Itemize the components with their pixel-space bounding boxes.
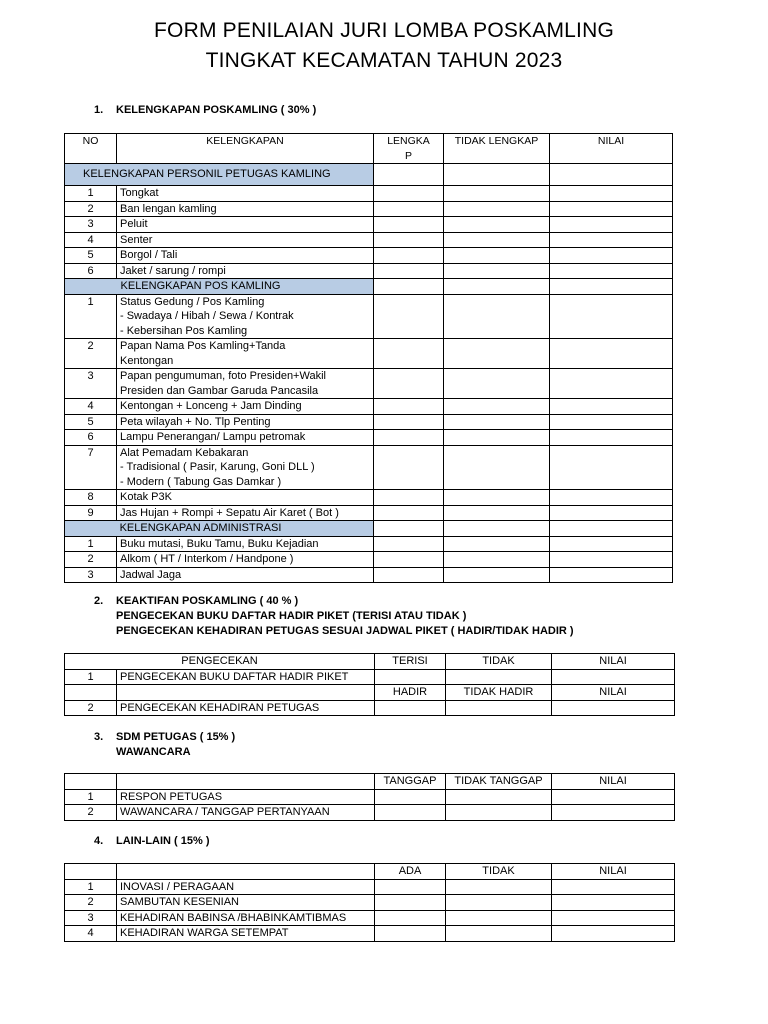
row-item-line: Presiden dan Gambar Garuda Pancasila [120,384,319,397]
table-row [65,805,675,821]
header-nilai: NILAI [550,134,673,164]
nilai-cell[interactable] [550,445,673,490]
nilai-cell[interactable] [550,536,673,552]
table-row [65,552,673,568]
nilai-cell[interactable] [550,217,673,233]
nilai-cell[interactable] [552,669,675,685]
row-no: 2 [65,552,117,568]
tidak-cell[interactable] [446,895,552,911]
row-item-line: Lampu Penerangan/ Lampu petromak [120,431,306,443]
row-no: 1 [65,789,117,805]
group-label-administrasi: KELENGKAPAN ADMINISTRASI [65,521,374,537]
lengkap-cell[interactable] [374,399,444,415]
lengkap-cell[interactable] [374,369,444,399]
lengkap-cell[interactable] [374,521,444,537]
tidak-lengkap-cell[interactable] [444,232,550,248]
form-title-line2: TINGKAT KECAMATAN TAHUN 2023 [205,49,563,72]
lengkap-cell[interactable] [374,339,444,369]
section4-heading [94,834,210,849]
table-row [65,186,673,202]
table-row [65,879,675,895]
row-item-line: - Kebersihan Pos Kamling [120,324,248,337]
nilai-cell[interactable] [550,399,673,415]
sdm-table [64,773,675,821]
tidak-lengkap-cell[interactable] [444,567,550,583]
table-row [65,232,673,248]
ada-cell[interactable] [375,910,446,926]
row-no: 2 [65,201,117,217]
section1-title: KELENGKAPAN POSKAMLING ( 30% ) [116,104,317,116]
tidak-lengkap-cell[interactable] [444,164,550,186]
table-row [65,505,673,521]
empty-cell [65,685,117,701]
tidak-lengkap-cell[interactable] [444,521,550,537]
table-row [65,248,673,264]
tidak-lengkap-cell[interactable] [444,369,550,399]
tidak-lengkap-cell[interactable] [444,248,550,264]
table-row [65,536,673,552]
lengkap-cell[interactable] [374,186,444,202]
nilai-cell[interactable] [550,490,673,506]
header-terisi: TERISI [375,654,446,670]
nilai-cell[interactable] [550,294,673,339]
lengkap-cell[interactable] [374,263,444,279]
tidak-lengkap-cell[interactable] [444,505,550,521]
table-row [65,895,675,911]
row-item-line: Tongkat [120,187,159,199]
section2-number: 2. [94,595,104,607]
row-item: KEHADIRAN WARGA SETEMPAT [117,926,375,942]
row-item-line: Kotak P3K [120,491,172,503]
table-row [65,669,675,685]
header-nilai: NILAI [552,654,675,670]
terisi-cell[interactable] [375,669,446,685]
row-item-line: Jas Hujan + Rompi + Sepatu Air Karet ( Bot ) [120,506,339,519]
row-item [117,567,374,583]
section3-heading [94,730,235,760]
header-kelengkapan: KELENGKAPAN [117,134,374,164]
header-no: NO [65,134,117,164]
row-item [117,339,374,369]
section2-title: KEAKTIFAN POSKAMLING ( 40 % ) [116,595,299,607]
tidak-lengkap-cell[interactable] [444,552,550,568]
header-ada: ADA [375,864,446,880]
nilai-cell[interactable] [552,789,675,805]
row-item-line: Kentongan + Lonceng + Jam Dinding [120,400,302,412]
tidak-lengkap-cell[interactable] [444,263,550,279]
row-no: 1 [65,879,117,895]
row-no: 7 [65,445,117,490]
row-item [117,263,374,279]
lengkap-cell[interactable] [374,201,444,217]
row-item: PENGECEKAN BUKU DAFTAR HADIR PIKET [117,669,375,685]
lengkap-cell[interactable] [374,505,444,521]
empty-cell [65,864,117,880]
row-item: KEHADIRAN BABINSA /BHABINKAMTIBMAS [117,910,375,926]
tanggap-cell[interactable] [375,805,446,821]
row-item [117,232,374,248]
row-item [117,369,374,399]
row-item: WAWANCARA / TANGGAP PERTANYAAN [117,805,375,821]
row-no: 5 [65,248,117,264]
row-no: 1 [65,294,117,339]
tidak-cell[interactable] [446,669,552,685]
tidak-lengkap-cell[interactable] [444,294,550,339]
nilai-cell[interactable] [550,232,673,248]
table-row [65,339,673,369]
lengkap-cell[interactable] [374,232,444,248]
nilai-cell[interactable] [550,505,673,521]
table-row [65,700,675,716]
nilai-cell[interactable] [550,164,673,186]
table-row [65,789,675,805]
tidak-hadir-cell[interactable] [446,700,552,716]
row-item: SAMBUTAN KESENIAN [117,895,375,911]
nilai-cell[interactable] [550,567,673,583]
tidak-lengkap-cell[interactable] [444,399,550,415]
group-label-personil: KELENGKAPAN PERSONIL PETUGAS KAMLING [65,164,374,186]
nilai-cell[interactable] [552,700,675,716]
table-row [65,217,673,233]
row-no: 3 [65,567,117,583]
header-tidak-hadir: TIDAK HADIR [446,685,552,701]
lengkap-cell[interactable] [374,164,444,186]
row-item: PENGECEKAN KEHADIRAN PETUGAS [117,700,375,716]
row-no: 1 [65,669,117,685]
lengkap-cell[interactable] [374,445,444,490]
row-no: 6 [65,263,117,279]
lain-lain-table [64,863,675,942]
empty-cell [65,774,117,790]
row-item [117,248,374,264]
section3-title: SDM PETUGAS ( 15% ) [116,731,236,743]
nilai-cell[interactable] [552,926,675,942]
table-row [65,201,673,217]
table-row [65,369,673,399]
row-item [117,490,374,506]
nilai-cell[interactable] [552,805,675,821]
row-item [117,445,374,490]
lengkap-cell[interactable] [374,414,444,430]
row-item-line: Jadwal Jaga [120,568,182,581]
group-label-pos: KELENGKAPAN POS KAMLING [65,279,374,295]
nilai-cell[interactable] [550,552,673,568]
row-no: 2 [65,895,117,911]
nilai-cell[interactable] [550,201,673,217]
tidak-lengkap-cell[interactable] [444,279,550,295]
row-item [117,201,374,217]
row-item-line: Alkom ( HT / Interkom / Handpone ) [120,553,294,565]
kelengkapan-table [64,133,673,583]
section1-number: 1. [94,104,104,116]
row-item-line: - Modern ( Tabung Gas Damkar ) [120,475,282,488]
row-item-line: Alat Pemadam Kebakaran [120,446,249,459]
nilai-cell[interactable] [550,263,673,279]
header-nilai: NILAI [552,864,675,880]
tidak-lengkap-cell[interactable] [444,445,550,490]
row-item: RESPON PETUGAS [117,789,375,805]
row-item [117,505,374,521]
lengkap-cell[interactable] [374,217,444,233]
table-header-row [65,134,673,164]
row-item-line: Buku mutasi, Buku Tamu, Buku Kejadian [120,537,319,550]
lengkap-cell[interactable] [374,248,444,264]
row-item-line: - Swadaya / Hibah / Sewa / Kontrak [120,310,294,322]
section4-number: 4. [94,835,104,847]
row-item [117,399,374,415]
nilai-cell[interactable] [550,414,673,430]
lengkap-cell[interactable] [374,552,444,568]
row-item [117,552,374,568]
ada-cell[interactable] [375,926,446,942]
tidak-lengkap-cell[interactable] [444,490,550,506]
header-tanggap: TANGGAP [375,774,446,790]
section3-sub1: WAWANCARA [116,746,191,758]
row-no: 8 [65,490,117,506]
lengkap-cell[interactable] [374,490,444,506]
row-no: 3 [65,369,117,399]
header-nilai-2: NILAI [552,685,675,701]
header-hadir: HADIR [375,685,446,701]
nilai-cell[interactable] [550,521,673,537]
table-row [65,294,673,339]
section1-heading [94,103,316,118]
nilai-cell[interactable] [550,339,673,369]
empty-cell [117,864,375,880]
tidak-lengkap-cell[interactable] [444,339,550,369]
table-row [65,910,675,926]
nilai-cell[interactable] [552,895,675,911]
row-no: 2 [65,805,117,821]
row-no: 2 [65,339,117,369]
keaktifan-header-row [65,654,675,670]
section2-sub2: PENGECEKAN KEHADIRAN PETUGAS SESUAI JADWAL PIKET ( HADIR/TIDAK HADIR ) [116,625,574,637]
nilai-cell[interactable] [550,248,673,264]
group-row-pos [65,279,673,295]
section4-title: LAIN-LAIN ( 15% ) [116,835,210,847]
lengkap-cell[interactable] [374,536,444,552]
lengkap-cell[interactable] [374,567,444,583]
nilai-cell[interactable] [550,369,673,399]
table-row [65,263,673,279]
table-row [65,430,673,446]
tidak-tanggap-cell[interactable] [446,789,552,805]
section2-heading [94,594,574,639]
tidak-lengkap-cell[interactable] [444,536,550,552]
nilai-cell[interactable] [552,910,675,926]
ada-cell[interactable] [375,895,446,911]
header-tidak: TIDAK [446,654,552,670]
tidak-lengkap-cell[interactable] [444,414,550,430]
header-lengkap-line1: LENGKA [387,135,430,147]
tidak-cell[interactable] [446,879,552,895]
row-no: 2 [65,700,117,716]
ada-cell[interactable] [375,879,446,895]
keaktifan-subheader-row [65,685,675,701]
nilai-cell[interactable] [550,279,673,295]
table-row [65,445,673,490]
empty-cell [117,685,375,701]
row-no: 1 [65,536,117,552]
empty-cell [117,774,375,790]
tidak-cell[interactable] [446,926,552,942]
row-no: 6 [65,430,117,446]
header-lengkap-line2: P [404,149,412,162]
row-item: INOVASI / PERAGAAN [117,879,375,895]
row-item-line: Kentongan [120,354,174,367]
tidak-cell[interactable] [446,910,552,926]
section2-sub1: PENGECEKAN BUKU DAFTAR HADIR PIKET (TERISI ATAU TIDAK ) [116,610,467,622]
row-item [117,536,374,552]
header-lengkap [374,134,444,164]
row-item-line: Senter [120,233,153,246]
nilai-cell[interactable] [550,186,673,202]
row-item-line: Jaket / sarung / rompi [120,264,226,277]
header-nilai: NILAI [552,774,675,790]
row-no: 3 [65,217,117,233]
row-item-line: Borgol / Tali [120,249,178,261]
tidak-lengkap-cell[interactable] [444,201,550,217]
lain-header-row [65,864,675,880]
sdm-header-row [65,774,675,790]
tidak-lengkap-cell[interactable] [444,217,550,233]
hadir-cell[interactable] [375,700,446,716]
row-item [117,430,374,446]
section3-number: 3. [94,731,104,743]
row-item-line: Ban lengan kamling [120,202,217,215]
tidak-lengkap-cell[interactable] [444,186,550,202]
nilai-cell[interactable] [550,430,673,446]
table-row [65,567,673,583]
row-item-line: Status Gedung / Pos Kamling [120,295,265,308]
header-tidak: TIDAK [446,864,552,880]
row-no: 3 [65,910,117,926]
keaktifan-table [64,653,675,716]
row-item [117,414,374,430]
form-title-line1: FORM PENILAIAN JURI LOMBA POSKAMLING [154,19,614,42]
table-row [65,926,675,942]
row-no: 4 [65,232,117,248]
row-item [117,294,374,339]
table-row [65,414,673,430]
row-no: 4 [65,926,117,942]
nilai-cell[interactable] [552,879,675,895]
group-row-administrasi [65,521,673,537]
row-item-line: - Tradisional ( Pasir, Karung, Goni DLL ) [120,461,315,473]
group-row-personil [65,164,673,186]
row-no: 5 [65,414,117,430]
table-row [65,399,673,415]
lengkap-cell[interactable] [374,430,444,446]
tanggap-cell[interactable] [375,789,446,805]
tidak-tanggap-cell[interactable] [446,805,552,821]
tidak-lengkap-cell[interactable] [444,430,550,446]
header-pengecekan: PENGECEKAN [65,654,375,670]
row-item [117,217,374,233]
header-tidak-lengkap: TIDAK LENGKAP [444,134,550,164]
lengkap-cell[interactable] [374,279,444,295]
row-item [117,186,374,202]
table-row [65,490,673,506]
lengkap-cell[interactable] [374,294,444,339]
row-no: 1 [65,186,117,202]
row-item-line: Peluit [120,218,148,230]
row-no: 4 [65,399,117,415]
header-tidak-tanggap: TIDAK TANGGAP [446,774,552,790]
row-no: 9 [65,505,117,521]
row-item-line: Papan Nama Pos Kamling+Tanda [120,340,286,352]
row-item-line: Peta wilayah + No. Tlp Penting [120,415,271,428]
row-item-line: Papan pengumuman, foto Presiden+Wakil [120,370,326,382]
